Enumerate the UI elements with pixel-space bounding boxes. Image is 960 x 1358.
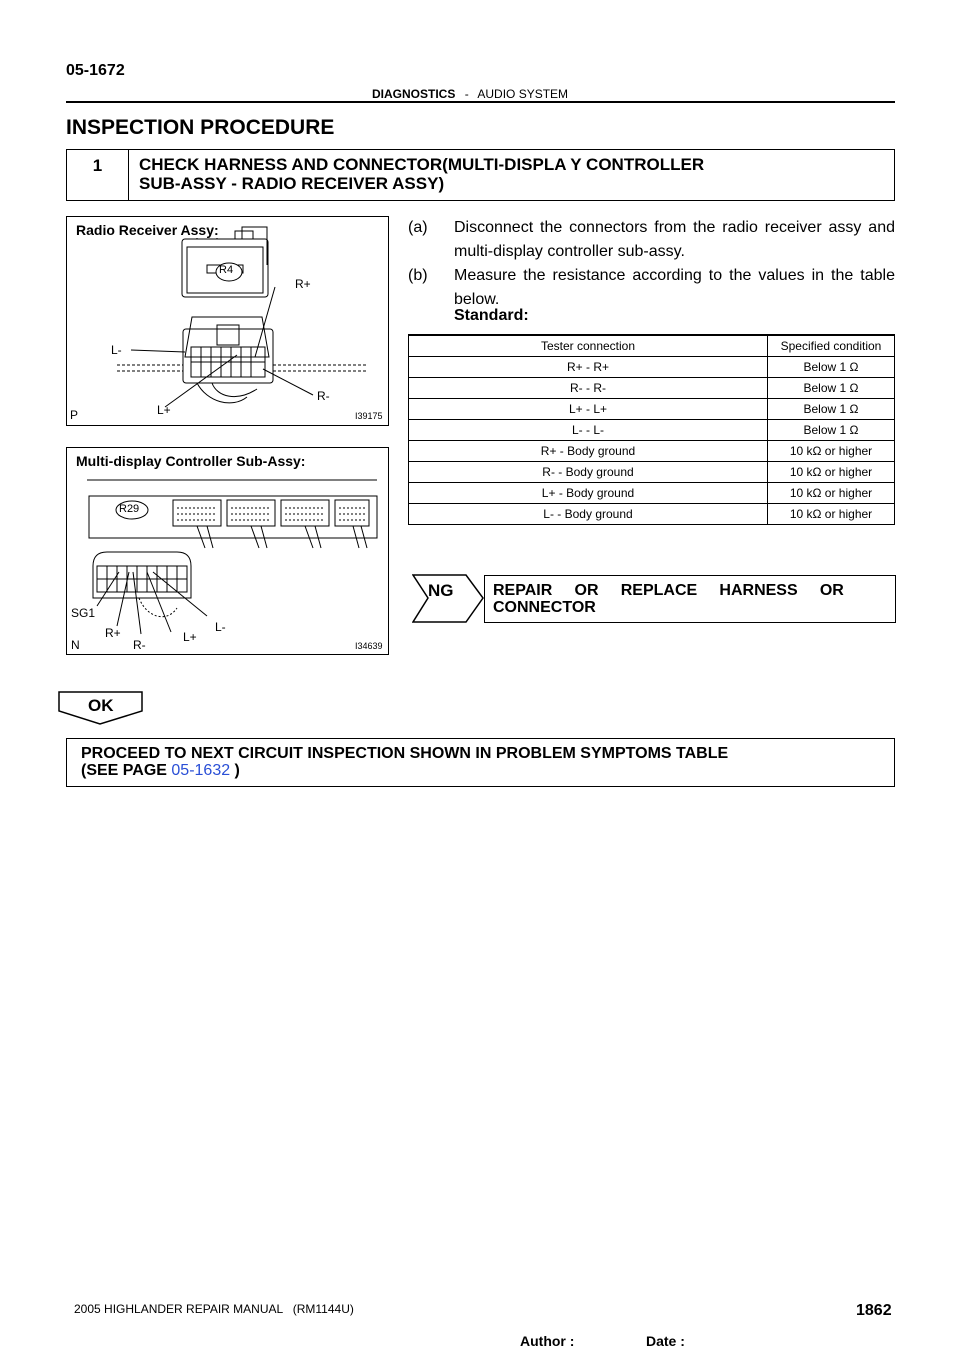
page-reference-link[interactable]: 05-1632 (171, 762, 231, 779)
pin-r-plus: R+ (295, 277, 311, 291)
table-row (409, 399, 895, 420)
ng-action-box (484, 575, 896, 623)
table-header-row (409, 335, 895, 357)
step-title-line2: SUB-ASSY - RADIO RECEIVER ASSY) (139, 174, 445, 193)
instruction-text: Measure the resistance according to the values in the table below. (454, 267, 895, 308)
header-separator: - (464, 87, 469, 101)
connector-code: R4 (219, 264, 234, 276)
page-heading: INSPECTION PROCEDURE (66, 116, 335, 139)
table-row (409, 441, 895, 462)
cell-connection: L- - Body ground (409, 504, 768, 525)
ng-action-line1: REPAIR OR REPLACE HARNESS OR (493, 582, 844, 599)
footer-page-total: 1862 (856, 1302, 892, 1319)
proceed-line2 (81, 762, 728, 779)
figure-corner-mark: P (70, 408, 79, 422)
pin-r-minus: R- (133, 638, 146, 652)
table-row (409, 483, 895, 504)
instruction-label: (b) (408, 267, 428, 284)
header-section: DIAGNOSTICS (372, 87, 456, 101)
cell-condition: Below 1 Ω (768, 420, 895, 441)
pin-l-minus: L- (215, 620, 226, 634)
pin-l-minus: L- (111, 343, 122, 357)
radio-receiver-connector-drawing (67, 217, 388, 425)
ng-action-line2: CONNECTOR (493, 599, 596, 616)
table-row (409, 357, 895, 378)
header-specified-condition: Specified condition (768, 335, 895, 357)
cell-condition: 10 kΩ or higher (768, 462, 895, 483)
connector-code: R29 (119, 503, 140, 515)
figure-multi-display-controller (66, 447, 389, 655)
figure-code: I39175 (355, 411, 383, 421)
instruction-label: (a) (408, 219, 428, 236)
ng-action-text (493, 582, 885, 616)
cell-condition: 10 kΩ or higher (768, 483, 895, 504)
figure-corner-mark: N (71, 638, 80, 652)
pin-l-plus: L+ (183, 630, 197, 644)
standard-label: Standard: (454, 307, 529, 324)
step-box (66, 149, 895, 201)
proceed-line2-suffix: ) (230, 762, 240, 779)
cell-connection: L+ - L+ (409, 399, 768, 420)
figure-radio-receiver (66, 216, 389, 426)
figure-title: Multi-display Controller Sub-Assy: (73, 453, 308, 469)
instruction-text: Disconnect the connectors from the radio receiver assy and multi-display controller sub-assy. (454, 219, 895, 260)
multi-display-connector-drawing (67, 448, 388, 654)
ok-label: OK (88, 696, 114, 715)
step-title-line1: CHECK HARNESS AND CONNECTOR(MULTI-DISPLA Y CONTROLLER (139, 155, 705, 174)
pin-sg1: SG1 (71, 606, 96, 620)
cell-connection: R- - R- (409, 378, 768, 399)
date-label: Date : (646, 1333, 685, 1349)
step-number: 1 (67, 150, 129, 200)
cell-connection: L+ - Body ground (409, 483, 768, 504)
cell-condition: Below 1 Ω (768, 378, 895, 399)
header-rule (66, 101, 895, 103)
spec-table (408, 334, 895, 525)
pin-r-plus: R+ (105, 626, 121, 640)
header-tester-connection: Tester connection (409, 335, 768, 357)
pin-r-minus: R- (317, 389, 330, 403)
proceed-line1: PROCEED TO NEXT CIRCUIT INSPECTION SHOWN IN PROBLEM SYMPTOMS TABLE (81, 745, 729, 762)
cell-condition: 10 kΩ or higher (768, 441, 895, 462)
author-label: Author : (520, 1333, 575, 1349)
proceed-line2-prefix: (SEE PAGE (81, 762, 172, 779)
figure-code: I34639 (355, 641, 383, 651)
ng-label: NG (428, 581, 454, 600)
table-row (409, 420, 895, 441)
cell-connection: R- - Body ground (409, 462, 768, 483)
cell-connection: L- - L- (409, 420, 768, 441)
footer-manual: 2005 HIGHLANDER REPAIR MANUAL (RM1144U) (74, 1302, 354, 1316)
proceed-text (81, 745, 728, 779)
cell-condition: Below 1 Ω (768, 357, 895, 378)
figure-title: Radio Receiver Assy: (73, 222, 222, 238)
proceed-box (66, 738, 895, 787)
table-row (409, 378, 895, 399)
step-title (139, 155, 704, 193)
pin-l-plus: L+ (157, 403, 171, 417)
cell-connection: R+ - R+ (409, 357, 768, 378)
page-number: 05-1672 (66, 62, 125, 79)
header-subsection: AUDIO SYSTEM (477, 87, 569, 101)
table-row (409, 504, 895, 525)
table-row (409, 462, 895, 483)
cell-connection: R+ - Body ground (409, 441, 768, 462)
cell-condition: Below 1 Ω (768, 399, 895, 420)
header-title (372, 87, 568, 101)
cell-condition: 10 kΩ or higher (768, 504, 895, 525)
